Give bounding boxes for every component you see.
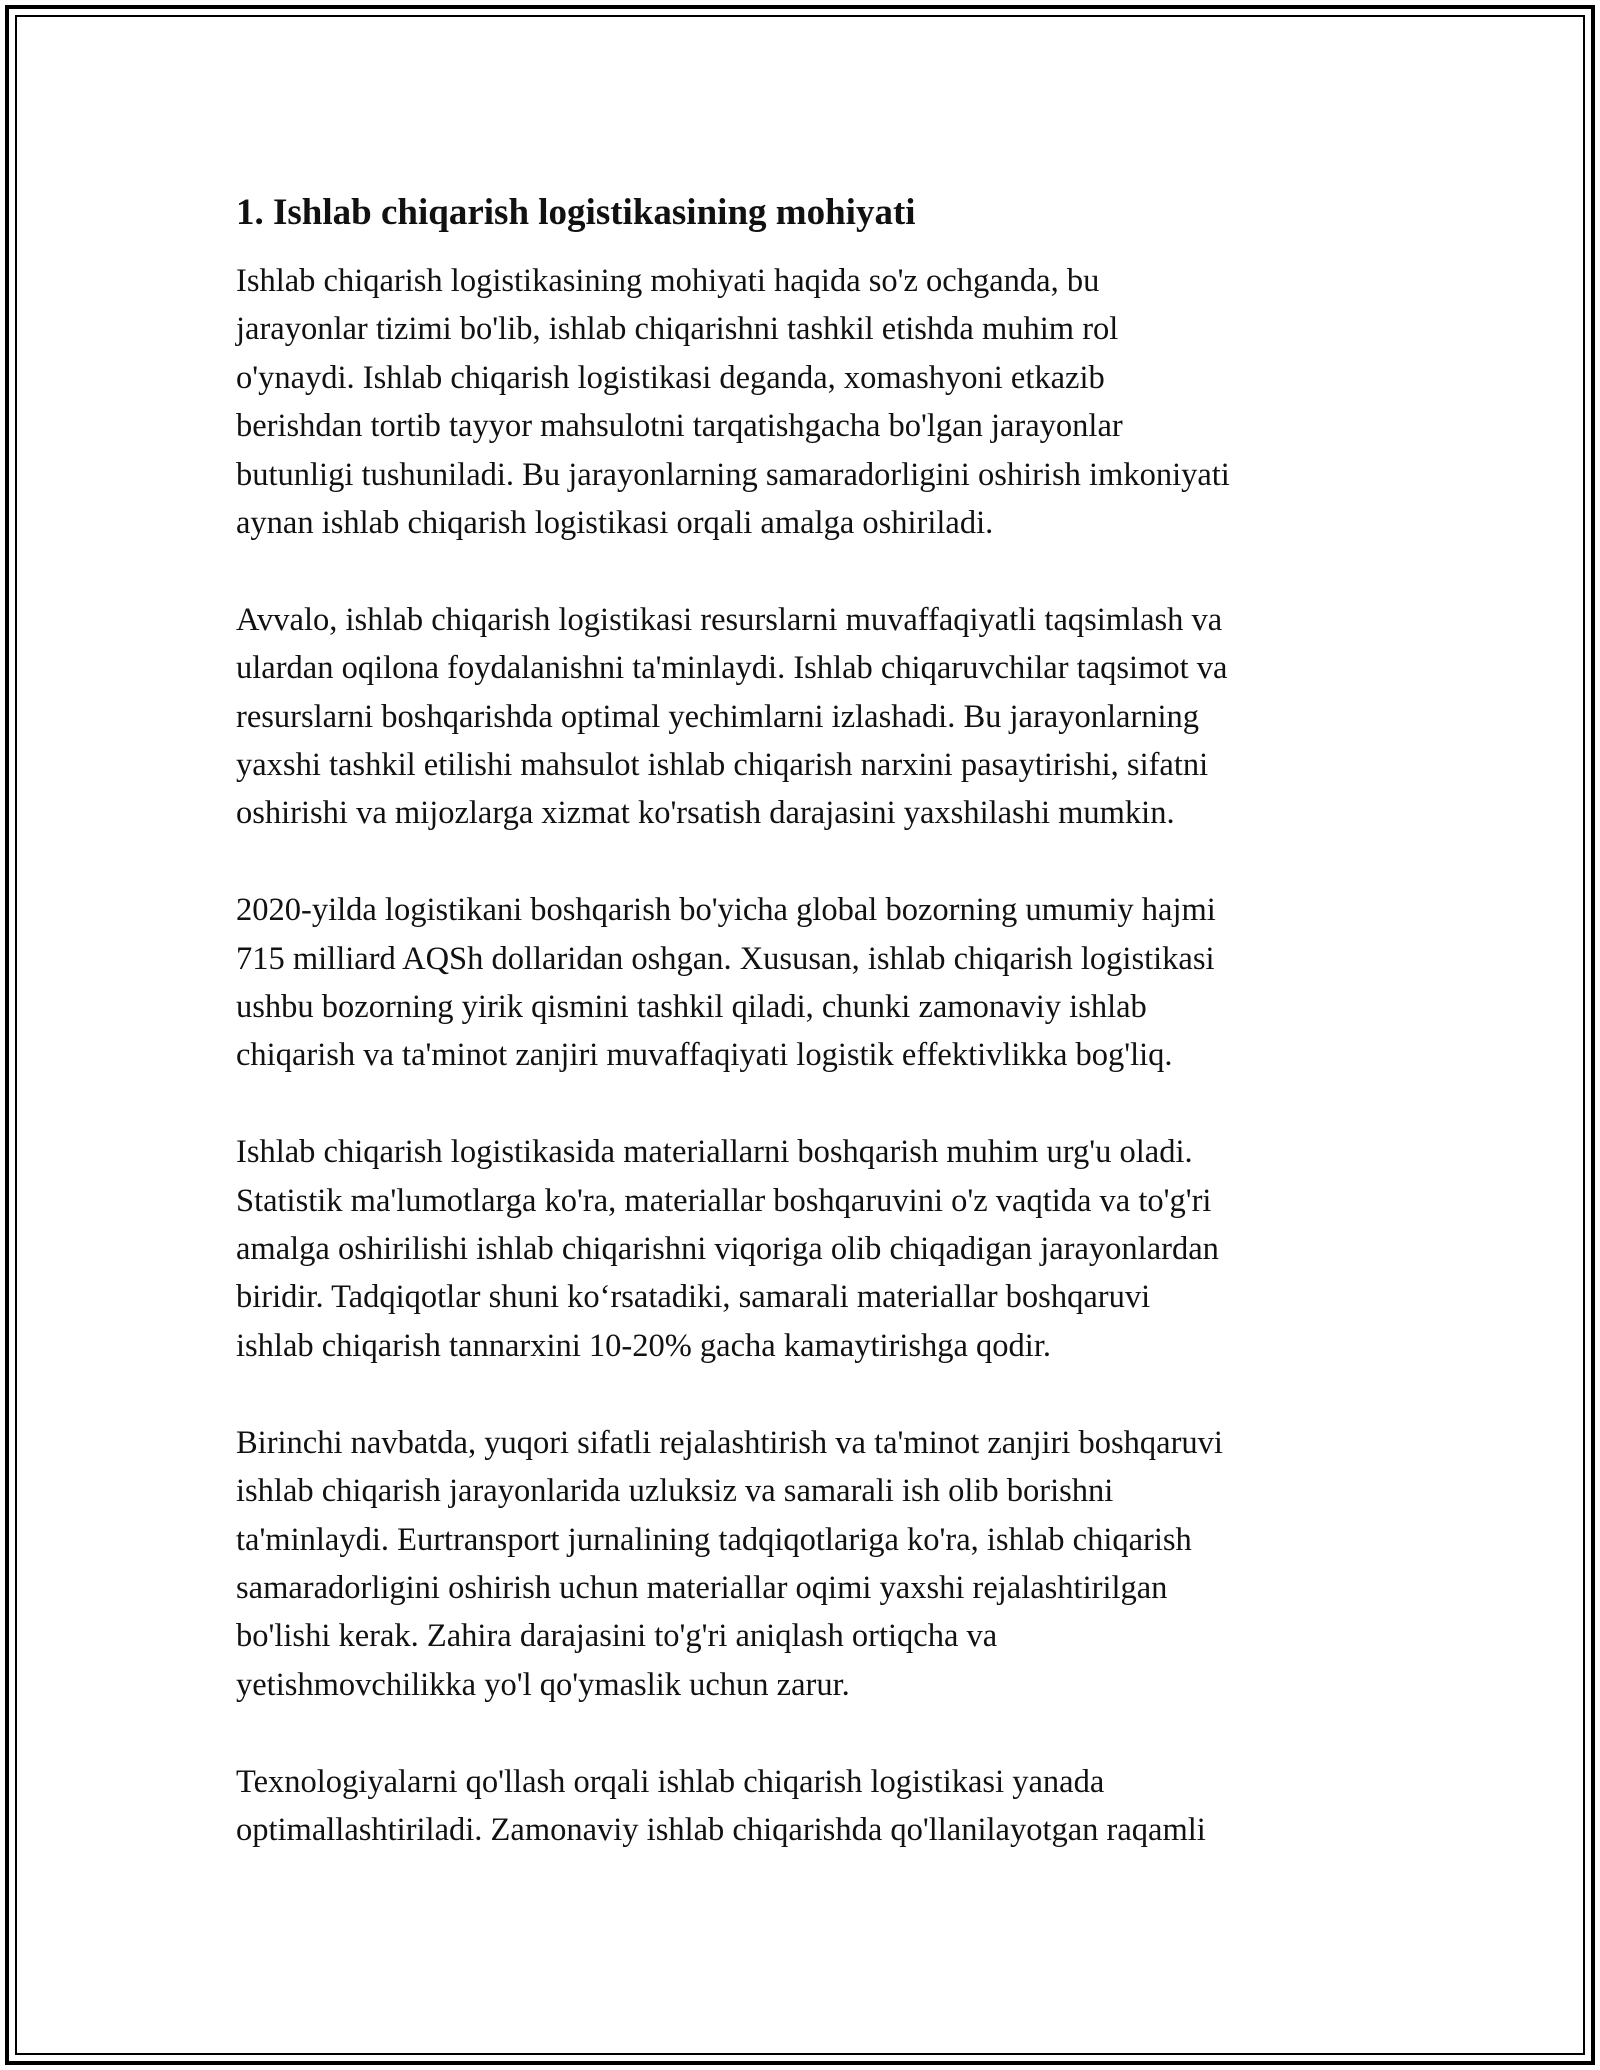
paragraph-1 xyxy=(236,257,1376,547)
text-line: Texnologiyalarni qo'llash orqali ishlab chiqarish logistikasi yanada xyxy=(236,1763,1105,1800)
text-line: optimallashtiriladi. Zamonaviy ishlab chiqarishda qo'llanilayotgan raqamli xyxy=(236,1811,1206,1848)
paragraph-5 xyxy=(236,1419,1376,1709)
text-line: ishlab chiqarish jarayonlarida uzluksiz va samarali ish olib borishni xyxy=(236,1473,1114,1510)
text-line: bo'lishi kerak. Zahira darajasini to'g'ri aniqlash ortiqcha va xyxy=(236,1618,998,1655)
text-line: amalga oshirilishi ishlab chiqarishni viqoriga olib chiqadigan jarayonlardan xyxy=(236,1231,1219,1268)
text-line: Ishlab chiqarish logistikasida materiallarni boshqarish muhim urg'u oladi. xyxy=(236,1134,1193,1171)
text-line: ushbu bozorning yirik qismini tashkil qiladi, chunki zamonaviy ishlab xyxy=(236,989,1147,1026)
paragraph-3 xyxy=(236,886,1376,1080)
paragraph-4 xyxy=(236,1128,1376,1370)
text-line: Birinchi navbatda, yuqori sifatli rejalashtirish va ta'minot zanjiri boshqaruvi xyxy=(236,1424,1223,1461)
text-line: 715 milliard AQSh dollaridan oshgan. Xususan, ishlab chiqarish logistikasi xyxy=(236,940,1215,977)
text-line: ulardan oqilona foydalanishni ta'minlaydi. Ishlab chiqaruvchilar taqsimot va xyxy=(236,650,1228,687)
section-title: 1. Ishlab chiqarish logistikasining mohiyati xyxy=(236,192,916,233)
text-line: samaradorligini oshirish uchun materiallar oqimi yaxshi rejalashtirilgan xyxy=(236,1569,1168,1606)
text-line: chiqarish va ta'minot zanjiri muvaffaqiyati logistik effektivlikka bog'liq. xyxy=(236,1037,1173,1074)
text-line: aynan ishlab chiqarish logistikasi orqali amalga oshiriladi. xyxy=(236,505,994,542)
text-line: ishlab chiqarish tannarxini 10-20% gacha kamaytirishga qodir. xyxy=(236,1327,1051,1364)
document-body xyxy=(236,186,1376,1903)
text-line: yaxshi tashkil etilishi mahsulot ishlab chiqarish narxini pasaytirishi, sifatni xyxy=(236,747,1209,784)
text-line: berishdan tortib tayyor mahsulotni tarqatishgacha bo'lgan jarayonlar xyxy=(236,408,1123,445)
text-line: oshirishi va mijozlarga xizmat ko'rsatish darajasini yaxshilashi mumkin. xyxy=(236,795,1175,832)
text-line: yetishmovchilikka yo'l qo'ymaslik uchun zarur. xyxy=(236,1666,850,1703)
text-line: Ishlab chiqarish logistikasining mohiyati haqida so'z ochganda, bu xyxy=(236,263,1100,299)
text-line: ta'minlaydi. Eurtransport jurnalining tadqiqotlariga ko'ra, ishlab chiqarish xyxy=(236,1521,1192,1558)
text-line: 2020-yilda logistikani boshqarish bo'yicha global bozorning umumiy hajmi xyxy=(236,892,1216,929)
text-line: jarayonlar tizimi bo'lib, ishlab chiqarishni tashkil etishda muhim rol xyxy=(236,311,1119,348)
text-line: Statistik ma'lumotlarga ko'ra, materiallar boshqaruvini o'z vaqtida va to'g'ri xyxy=(236,1182,1212,1219)
text-line: biridir. Tadqiqotlar shuni ko‘rsatadiki, samarali materiallar boshqaruvi xyxy=(236,1279,1151,1316)
paragraph-6 xyxy=(236,1758,1376,1855)
text-line: Avvalo, ishlab chiqarish logistikasi resurslarni muvaffaqiyatli taqsimlash va xyxy=(236,601,1223,638)
text-line: butunligi tushuniladi. Bu jarayonlarning samaradorligini oshirish imkoniyati xyxy=(236,456,1230,493)
text-line: o'ynaydi. Ishlab chiqarish logistikasi deganda, xomashyoni etkazib xyxy=(236,359,1105,396)
paragraph-2 xyxy=(236,596,1376,838)
text-line: resurslarni boshqarishda optimal yechimlarni izlashadi. Bu jarayonlarning xyxy=(236,698,1200,735)
